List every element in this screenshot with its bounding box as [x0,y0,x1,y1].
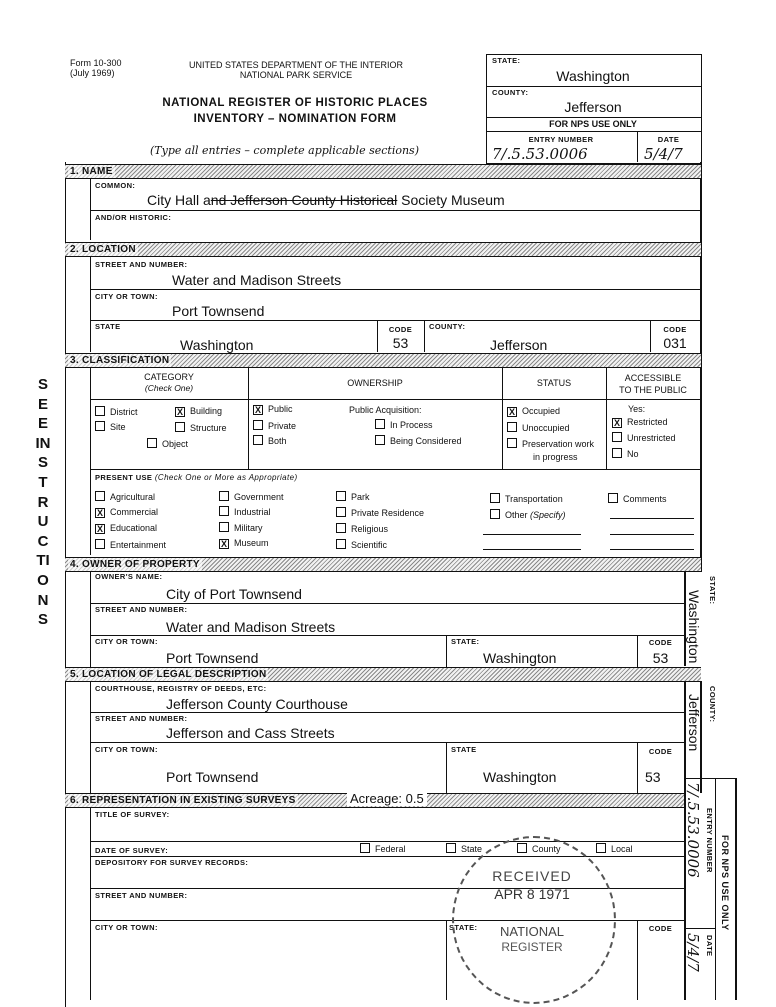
ownership-private-label: Private [268,421,297,431]
checkbox[interactable] [219,491,229,501]
use-other-sub: (Specify) [530,510,566,520]
section-1-header [65,164,701,179]
checkbox-checked[interactable]: X [613,418,620,428]
checkbox[interactable] [490,493,500,503]
legal-side-county-value: Jefferson [686,694,702,752]
use-entertainment[interactable] [95,539,166,550]
checkbox-checked[interactable]: X [96,524,103,534]
survey-state-label: STATE: [449,923,478,932]
location-code-label: CODE [388,325,413,334]
common-name-part-b: Society Museum [397,192,505,208]
checkbox[interactable] [336,491,346,501]
use-industrial-label: Industrial [234,507,271,517]
checkbox[interactable] [507,438,517,448]
use-private-residence-label: Private Residence [351,508,425,518]
category-header-label: CATEGORY [144,372,194,382]
owner-side-state-label: STATE: [708,576,717,605]
use-government[interactable] [219,491,284,502]
checkbox[interactable] [596,843,606,853]
checkbox[interactable] [95,539,105,549]
accessible-yes-label: Yes: [628,404,646,414]
acquisition-considered[interactable] [375,435,462,446]
use-educational[interactable] [95,523,157,534]
use-commercial[interactable] [95,507,158,518]
category-building-label: Building [190,406,223,416]
use-other-label: Other [505,510,528,520]
legal-code-label: CODE [648,747,673,756]
courthouse-value: Jefferson County Courthouse [166,696,348,712]
use-commercial-label: Commercial [110,507,159,517]
section-5-header [65,667,701,682]
use-religious-label: Religious [351,524,389,534]
accessible-header-line2: TO THE PUBLIC [619,385,687,395]
ownership-public-label: Public [268,404,293,414]
legal-code-value: 53 [645,769,661,785]
survey-county-label: County [532,844,561,854]
legal-state-label: STATE [451,745,477,754]
use-private-residence[interactable] [336,507,424,518]
category-object[interactable] [147,438,188,449]
checkbox[interactable] [253,435,263,445]
form-title [120,95,470,127]
header-date-label: DATE [657,135,680,144]
section-4-title: 4. OWNER OF PROPERTY [70,559,200,570]
form-number-line1: Form 10-300 [70,58,122,68]
use-transportation-label: Transportation [505,494,563,504]
location-street-label: STREET AND NUMBER: [95,260,188,269]
header-county-value: Jefferson [564,99,622,115]
form-number-line2: (July 1969) [70,68,115,78]
legal-city-value: Port Townsend [166,769,259,785]
category-building[interactable] [175,406,222,417]
checkbox-checked[interactable]: X [508,407,515,417]
section-3-header [65,353,701,368]
header-date-value: 5/4/7 [644,145,683,163]
use-museum-label: Museum [234,538,269,548]
accessible-restricted-label: Restricted [627,417,668,427]
use-comments[interactable] [608,493,667,504]
accessible-header [606,372,700,396]
legal-street-label: STREET AND NUMBER: [95,714,188,723]
ownership-both[interactable] [253,435,287,446]
depository-label: DEPOSITORY FOR SURVEY RECORDS: [95,858,249,867]
use-comments-label: Comments [623,494,667,504]
present-use-label: PRESENT USE [95,473,153,482]
checkbox[interactable] [336,539,346,549]
status-unoccupied[interactable] [507,422,570,433]
acquisition-considered-label: Being Considered [390,436,462,446]
location-county-label: COUNTY: [429,322,466,331]
checkbox[interactable] [95,491,105,501]
checkbox[interactable] [490,509,500,519]
checkbox[interactable] [612,448,622,458]
category-district-label: District [110,407,138,417]
use-military-label: Military [234,523,263,533]
section-3-title: 3. CLASSIFICATION [70,355,170,366]
survey-title-label: TITLE OF SURVEY: [95,810,170,819]
location-city-label: CITY OR TOWN: [95,292,158,301]
checkbox[interactable] [446,843,456,853]
status-occupied-label: Occupied [522,406,561,416]
use-agricultural-label: Agricultural [110,492,156,502]
survey-street-label: STREET AND NUMBER: [95,891,188,900]
stamp-national: NATIONAL [499,924,565,939]
location-state-value: Washington [180,337,254,353]
ownership-public[interactable] [253,404,293,415]
category-header [90,372,248,394]
accessible-restricted[interactable] [612,417,668,428]
checkbox[interactable] [147,438,157,448]
status-occupied[interactable] [507,406,560,417]
survey-state[interactable] [446,843,482,854]
checkbox-checked[interactable]: X [96,508,103,518]
header-entry-label: ENTRY NUMBER [528,135,594,144]
section-6-title: 6. REPRESENTATION IN EXISTING SURVEYS [70,795,296,806]
owner-code-value: 53 [652,650,669,666]
use-park-label: Park [351,492,370,502]
common-name-label: COMMON: [95,181,136,190]
owner-city-label: CITY OR TOWN: [95,637,158,646]
checkbox[interactable] [375,435,385,445]
stamp-date: APR 8 1971 [494,886,570,902]
form-number [70,58,122,78]
owner-side-state-value: Washington [686,590,702,664]
accessible-unrestricted-label: Unrestricted [627,433,676,443]
common-name-struck: nd Jefferson County Historical [210,192,398,208]
status-preservation-label: Preservation work [522,439,595,449]
status-unoccupied-label: Unoccupied [522,423,570,433]
section-1-title: 1. NAME [70,166,113,177]
use-park[interactable] [336,491,370,502]
survey-date-label: DATE OF SURVEY: [95,846,169,855]
common-name-value [147,192,505,208]
form-title-line2: INVENTORY – NOMINATION FORM [193,113,397,125]
status-preservation[interactable] [507,438,594,449]
checkbox-checked[interactable]: X [254,405,261,415]
accessible-header-line1: ACCESSIBLE [624,373,682,383]
owner-name-value: City of Port Townsend [166,586,302,602]
location-city-value: Port Townsend [172,303,265,319]
header-entry-value: 7/.5.53.0006 [492,145,588,163]
survey-city-label: CITY OR TOWN: [95,923,158,932]
owner-street-label: STREET AND NUMBER: [95,605,188,614]
checkbox[interactable] [336,523,346,533]
agency-line1: UNITED STATES DEPARTMENT OF THE INTERIOR [188,60,404,70]
owner-state-label: STATE: [451,637,480,646]
accessible-no-label: No [627,449,639,459]
category-site-label: Site [110,422,126,432]
section-2-header [65,242,701,257]
form-title-line1: NATIONAL REGISTER OF HISTORIC PLACES [162,97,428,109]
location-county-value: Jefferson [490,337,548,353]
side-date-label: DATE [705,935,714,957]
checkbox[interactable] [360,843,370,853]
side-entry-value: 7/.5.53.0006 [684,782,702,878]
location-county-code-value: 031 [663,335,687,351]
agency-line2: NATIONAL PARK SERVICE [239,70,353,80]
common-name-part-a: City Hall a [147,192,211,208]
checkbox[interactable] [612,432,622,442]
survey-local[interactable] [596,843,633,854]
checkbox[interactable] [95,406,105,416]
status-preservation-sub: in progress [533,452,578,462]
checkbox[interactable] [175,422,185,432]
form-instructions: (Type all entries – complete applicable sections) [150,144,419,157]
use-transportation[interactable] [490,493,563,504]
ownership-header: OWNERSHIP [347,378,403,388]
checkbox[interactable] [507,422,517,432]
owner-code-label: CODE [648,638,673,647]
category-district[interactable] [95,406,138,417]
use-other[interactable] [490,509,566,520]
survey-state-label: State [461,844,483,854]
checkbox[interactable] [219,522,229,532]
location-street-value: Water and Madison Streets [172,272,342,288]
use-agricultural[interactable] [95,491,155,502]
owner-state-value: Washington [483,650,557,666]
see-instructions-side-text: SEE INSTRUCTIONS [35,376,51,629]
agency-name [160,60,432,80]
use-educational-label: Educational [110,523,158,533]
present-use-header [95,473,298,482]
legal-street-value: Jefferson and Cass Streets [166,725,335,741]
accessible-no[interactable] [612,448,639,459]
section-2-title: 2. LOCATION [70,244,136,255]
acquisition-in-process-label: In Process [390,420,433,430]
checkbox[interactable] [253,420,263,430]
header-state-label: STATE: [492,56,521,65]
accessible-unrestricted[interactable] [612,432,676,443]
ownership-private[interactable] [253,420,296,431]
side-nps-label: FOR NPS USE ONLY [720,835,730,931]
legal-state-value: Washington [483,769,557,785]
location-code-value: 53 [392,335,409,351]
public-acquisition-label: Public Acquisition: [349,405,422,415]
historic-name-label: AND/OR HISTORIC: [95,213,172,222]
checkbox[interactable] [336,507,346,517]
use-entertainment-label: Entertainment [110,540,167,550]
legal-city-label: CITY OR TOWN: [95,745,158,754]
category-structure-label: Structure [190,423,227,433]
received-stamp [452,836,616,1004]
category-structure[interactable] [175,422,227,433]
header-state-value: Washington [556,68,630,84]
stamp-register: REGISTER [501,940,563,954]
header-county-label: COUNTY: [492,88,529,97]
side-date-value: 5/4/7 [684,933,702,972]
survey-local-label: Local [611,844,633,854]
owner-street-value: Water and Madison Streets [166,619,336,635]
header-nps-label: FOR NPS USE ONLY [549,119,637,129]
category-header-sub: (Check One) [144,383,194,393]
use-scientific-label: Scientific [351,540,388,550]
legal-side-county-label: COUNTY: [708,686,717,723]
checkbox[interactable] [95,421,105,431]
checkbox-checked[interactable]: X [220,539,227,549]
acquisition-in-process[interactable] [375,419,433,430]
survey-federal[interactable] [360,843,406,854]
stamp-received: RECEIVED [492,868,572,884]
section-5-title: 5. LOCATION OF LEGAL DESCRIPTION [70,669,267,680]
use-industrial[interactable] [219,506,271,517]
checkbox[interactable] [375,419,385,429]
checkbox[interactable] [608,493,618,503]
use-scientific[interactable] [336,539,387,550]
acreage-value: Acreage: 0.5 [347,791,427,806]
courthouse-label: COURTHOUSE, REGISTRY OF DEEDS, ETC: [95,684,267,693]
ownership-both-label: Both [268,436,287,446]
survey-federal-label: Federal [375,844,406,854]
category-site[interactable] [95,421,126,432]
use-military[interactable] [219,522,263,533]
use-religious[interactable] [336,523,388,534]
section-4-header [65,557,701,572]
owner-city-value: Port Townsend [166,650,259,666]
status-header: STATUS [536,378,572,388]
location-state-label: STATE [95,322,121,331]
checkbox[interactable] [219,506,229,516]
category-object-label: Object [162,439,189,449]
checkbox-checked[interactable]: X [176,407,183,417]
side-entry-label: ENTRY NUMBER [705,808,714,873]
owner-name-label: OWNER'S NAME: [95,572,163,581]
present-use-sub: (Check One or More as Appropriate) [154,473,298,482]
location-county-code-label: CODE [663,325,687,334]
survey-code-label: CODE [648,924,673,933]
use-museum[interactable] [219,538,269,549]
use-government-label: Government [234,492,284,502]
